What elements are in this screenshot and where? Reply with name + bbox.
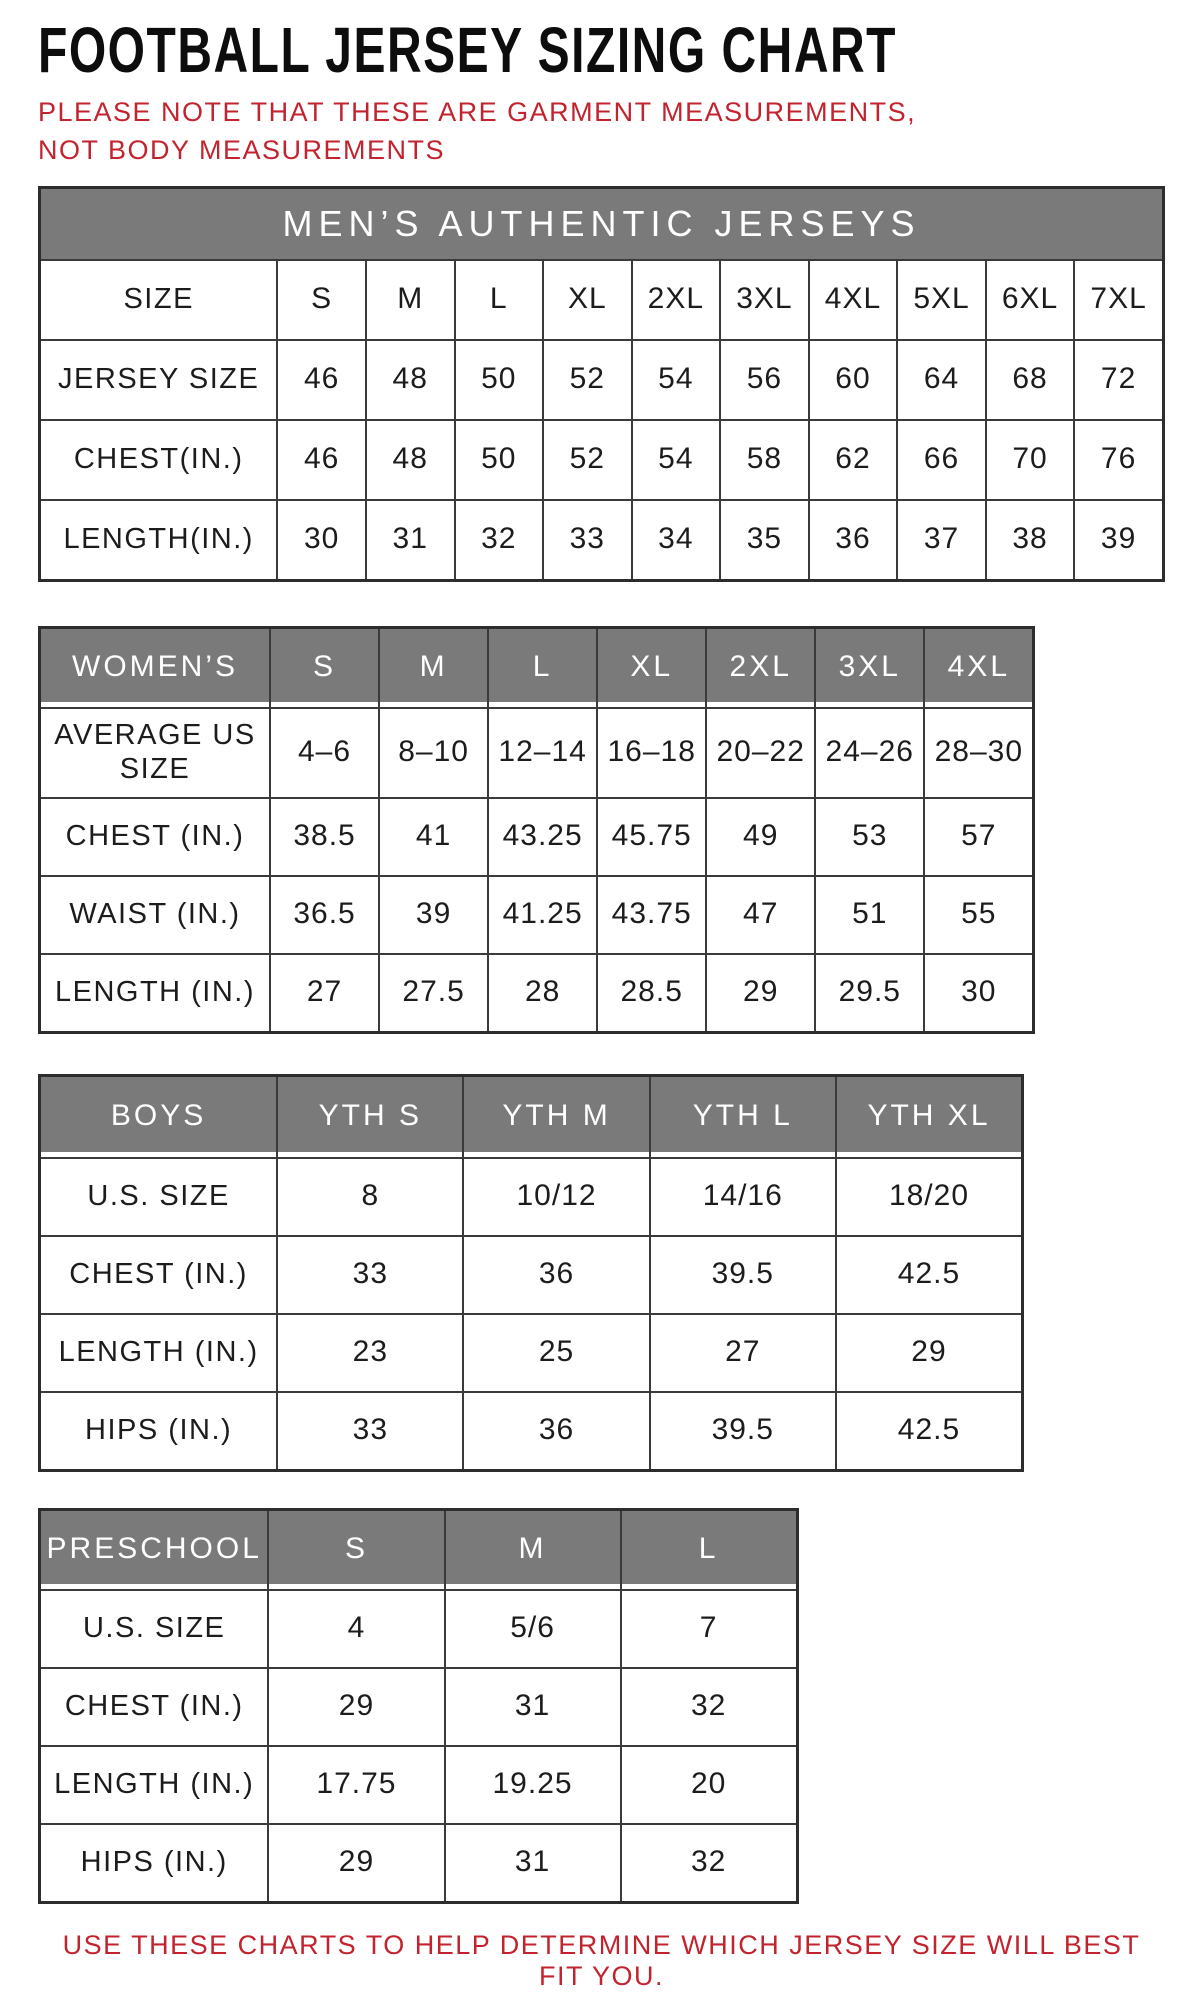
row-label: U.S. SIZE [87,1179,230,1212]
table-cell: 31 [444,1825,620,1901]
table-cell: 19.25 [444,1747,620,1823]
table-row [41,259,1162,339]
header-label-cell: WOMEN’S [41,629,269,707]
table-cell: 24–26 [814,709,923,797]
table-cell: 35 [719,501,808,579]
table-cell: 57 [923,799,1032,875]
table-cell: 47 [705,877,814,953]
table-cell: 58 [719,421,808,499]
row-label: AVERAGE US SIZE [54,719,256,785]
table-cell: 33 [542,501,631,579]
table-cell: 29.5 [814,955,923,1031]
table-cell: 48 [365,341,454,419]
table-row [41,1235,1021,1313]
table-cell: 27 [649,1315,835,1391]
table-cell: 31 [444,1669,620,1745]
table-cell: 32 [620,1825,796,1901]
boys-sizing-table [38,1074,1024,1472]
table-cell: 39.5 [649,1393,835,1469]
table-cell: 17.75 [267,1747,443,1823]
table-cell: 28.5 [596,955,705,1031]
table-cell: 41 [378,799,487,875]
header-label-cell: BOYS [41,1077,276,1157]
header-size-cell: 4XL [923,629,1032,707]
row-label: LENGTH (IN.) [54,1767,255,1800]
table-cell: 43.25 [487,799,596,875]
womens-sizing-table [38,626,1035,1034]
table-cell: 7 [620,1591,796,1667]
table-cell: 8–10 [378,709,487,797]
table-cell: 42.5 [835,1237,1021,1313]
table-cell: 50 [454,341,543,419]
table-cell: 31 [365,501,454,579]
table-cell: 55 [923,877,1032,953]
table-cell: 4XL [808,261,897,339]
table-cell: 45.75 [596,799,705,875]
mens-authentic-jerseys-table [38,186,1165,582]
preschool-sizing-table [38,1508,799,1904]
table-cell: 6XL [985,261,1074,339]
header-size-cell: M [444,1511,620,1589]
table-cell: 52 [542,421,631,499]
table-cell: 30 [923,955,1032,1031]
table-cell: 66 [896,421,985,499]
row-label: HIPS (IN.) [80,1845,228,1878]
garment-measurement-note: PLEASE NOTE THAT THESE ARE GARMENT MEASUREMENTS, NOT BODY MEASUREMENTS [38,97,917,165]
table-cell: 60 [808,341,897,419]
table-header-row [41,1511,796,1589]
header-size-cell: 3XL [814,629,923,707]
table-cell: 16–18 [596,709,705,797]
table-cell: 54 [631,421,720,499]
row-label: CHEST (IN.) [65,819,245,852]
table-cell: 20–22 [705,709,814,797]
row-label: WAIST (IN.) [69,897,241,930]
header-size-cell: YTH S [276,1077,462,1157]
table-cell: S [276,261,365,339]
table-cell: 20 [620,1747,796,1823]
table-row [41,1823,796,1901]
table-cell: 36 [462,1393,648,1469]
table-row [41,875,1032,953]
table-cell: 18/20 [835,1159,1021,1235]
table-cell: 32 [620,1669,796,1745]
footer-note: USE THESE CHARTS TO HELP DETERMINE WHICH JERSEY SIZE WILL BEST FIT YOU. [62,1929,1141,1991]
row-label: SIZE [123,282,194,315]
table-cell: 25 [462,1315,648,1391]
table-cell: 34 [631,501,720,579]
table-cell: 2XL [631,261,720,339]
table-cell: 32 [454,501,543,579]
table-banner: MEN’S AUTHENTIC JERSEYS [41,189,1162,259]
table-row [41,797,1032,875]
table-cell: 8 [276,1159,462,1235]
table-cell: 27.5 [378,955,487,1031]
row-label: LENGTH (IN.) [58,1335,259,1368]
table-cell: 64 [896,341,985,419]
page-title: FOOTBALL JERSEY SIZING CHART [38,14,897,86]
table-cell: 52 [542,341,631,419]
header-size-cell: YTH M [462,1077,648,1157]
table-cell: 33 [276,1393,462,1469]
table-cell: 14/16 [649,1159,835,1235]
table-row [41,419,1162,499]
table-cell: 5/6 [444,1591,620,1667]
row-label: HIPS (IN.) [85,1413,233,1446]
table-cell: 43.75 [596,877,705,953]
header-size-cell: L [487,629,596,707]
row-label: U.S. SIZE [82,1611,226,1644]
table-cell: 28 [487,955,596,1031]
table-cell: 27 [269,955,378,1031]
table-cell: 41.25 [487,877,596,953]
header-label-cell: PRESCHOOL [41,1511,267,1589]
row-label: CHEST(IN.) [73,442,244,475]
table-cell: 48 [365,421,454,499]
table-cell: XL [542,261,631,339]
table-cell: 29 [705,955,814,1031]
table-cell: 29 [267,1825,443,1901]
table-cell: 38.5 [269,799,378,875]
table-cell: 39 [1073,501,1162,579]
table-header-row [41,1077,1021,1157]
table-cell: 72 [1073,341,1162,419]
table-cell: 10/12 [462,1159,648,1235]
table-cell: 30 [276,501,365,579]
table-row [41,1745,796,1823]
header-size-cell: M [378,629,487,707]
table-cell: 3XL [719,261,808,339]
row-label: LENGTH (IN.) [54,975,256,1008]
table-cell: 4 [267,1591,443,1667]
header-size-cell: S [269,629,378,707]
table-cell: 46 [276,421,365,499]
table-row [41,1157,1021,1235]
table-cell: 38 [985,501,1074,579]
table-row [41,339,1162,419]
table-cell: 36 [808,501,897,579]
table-cell: 70 [985,421,1074,499]
table-cell: 76 [1073,421,1162,499]
header-size-cell: XL [596,629,705,707]
table-cell: 54 [631,341,720,419]
table-cell: 39.5 [649,1237,835,1313]
table-cell: 4–6 [269,709,378,797]
table-cell: 68 [985,341,1074,419]
table-cell: 49 [705,799,814,875]
table-cell: L [454,261,543,339]
row-label: LENGTH(IN.) [63,522,254,555]
row-label: JERSEY SIZE [58,362,260,395]
table-cell: 36.5 [269,877,378,953]
table-cell: 42.5 [835,1393,1021,1469]
table-cell: 29 [267,1669,443,1745]
table-cell: M [365,261,454,339]
table-cell: 5XL [896,261,985,339]
table-cell: 37 [896,501,985,579]
table-cell: 33 [276,1237,462,1313]
table-cell: 51 [814,877,923,953]
row-label: CHEST (IN.) [64,1689,244,1722]
table-row [41,707,1032,797]
header-size-cell: 2XL [705,629,814,707]
table-cell: 46 [276,341,365,419]
header-size-cell: S [267,1511,443,1589]
table-cell: 23 [276,1315,462,1391]
table-row [41,953,1032,1031]
table-cell: 36 [462,1237,648,1313]
table-cell: 50 [454,421,543,499]
table-row [41,499,1162,579]
table-cell: 56 [719,341,808,419]
table-cell: 7XL [1073,261,1162,339]
table-row [41,1589,796,1667]
table-cell: 62 [808,421,897,499]
header-size-cell: YTH XL [835,1077,1021,1157]
table-header-row [41,629,1032,707]
table-cell: 12–14 [487,709,596,797]
header-size-cell: YTH L [649,1077,835,1157]
table-row [41,1667,796,1745]
table-row [41,1313,1021,1391]
table-cell: 29 [835,1315,1021,1391]
header-size-cell: L [620,1511,796,1589]
table-cell: 28–30 [923,709,1032,797]
table-row [41,1391,1021,1469]
row-label: CHEST (IN.) [69,1257,248,1290]
table-cell: 53 [814,799,923,875]
table-cell: 39 [378,877,487,953]
